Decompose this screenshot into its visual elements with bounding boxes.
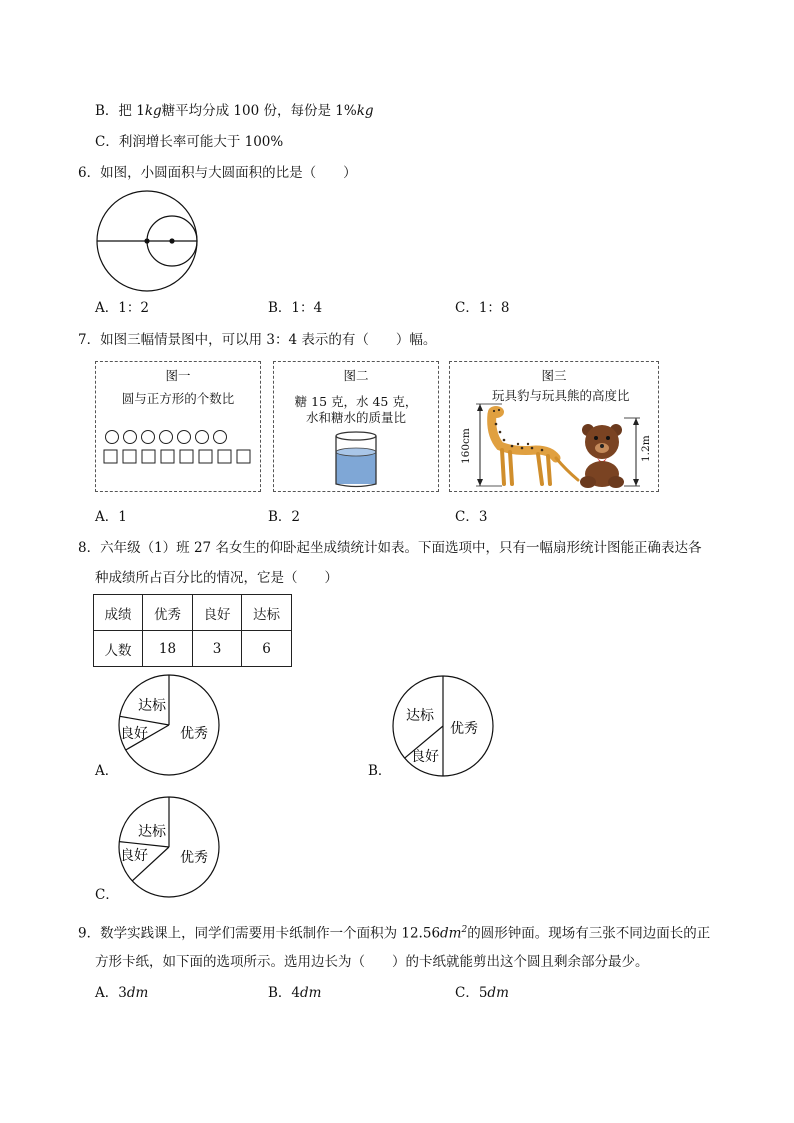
q7-figure-1: [95, 361, 261, 492]
q9-stem-line1: [78, 921, 710, 943]
table-row: [94, 631, 292, 667]
q9-option-a-label: A．3: [95, 985, 127, 1001]
q9-option-c: [455, 984, 509, 1002]
q7-option-a: A．1: [95, 509, 127, 525]
pie-a-label-pass: 达标: [138, 698, 166, 714]
q9-stem-line2: 方形卡纸，如下面的选项所示。选用边长为（ ）的卡纸就能剪出这个圆且剩余部分最少。: [95, 954, 649, 970]
q7-stem: 7．如图三幅情景图中，可以用 3：4 表示的有（ ）幅。: [78, 332, 437, 348]
cheetah-icon: [488, 406, 578, 484]
q7-figure-3: [449, 361, 659, 492]
q9-option-c-unit: dm: [487, 985, 509, 1001]
q5-option-b-prefix: B．把 1: [95, 103, 145, 119]
fig2-line1: 糖 15 克，水 45 克，: [294, 394, 418, 409]
table-cell: 良好: [193, 595, 242, 631]
fig2-cup: [332, 430, 380, 488]
table-cell: 3: [193, 631, 242, 667]
pie-c-label-good: 良好: [120, 848, 148, 864]
q6-option-a: A．1：2: [95, 300, 149, 316]
table-cell: 成绩: [94, 595, 143, 631]
fig3-illustration: [452, 400, 656, 490]
fig2-title: 图二: [343, 368, 369, 383]
q5-option-c: C．利润增长率可能大于 100%: [95, 134, 284, 150]
fig3-title: 图三: [541, 368, 567, 383]
pie-b-label-pass: 达标: [406, 708, 434, 724]
q8-option-c: C．: [95, 887, 119, 903]
q9-line1-sup: 2: [461, 925, 468, 935]
score-table: [93, 594, 292, 667]
pie-chart-a: [116, 672, 222, 778]
q9-option-b-label: B．4: [268, 985, 301, 1001]
pie-c-label-pass: 达标: [138, 824, 166, 840]
q6-circles-figure: [92, 190, 204, 294]
fig1-caption: 圆与正方形的个数比: [121, 391, 235, 406]
q9-line1-b: 的圆形钟面。现场有三张不同边面长的正: [467, 925, 711, 942]
fig1-shapes: [102, 428, 258, 468]
fig2-text: [274, 394, 438, 426]
q8-stem-line1: 8．六年级（1）班 27 名女生的仰卧起坐成绩统计如表。下面选项中，只有一幅扇形统计图能正确表达各: [78, 540, 702, 556]
q9-option-c-label: C．5: [455, 985, 488, 1001]
teddy-bear-icon: [580, 424, 624, 488]
fig3-right-label: 1.2m: [640, 435, 652, 462]
q7-option-c: C．3: [455, 509, 488, 525]
q7-option-b: B．2: [268, 509, 301, 525]
q6-stem: 6．如图，小圆面积与大圆面积的比是（ ）: [78, 165, 357, 181]
table-cell: 优秀: [143, 595, 193, 631]
q9-line1-unit: dm: [440, 925, 462, 942]
pie-a-label-excellent: 优秀: [180, 726, 208, 742]
pie-chart-b: [390, 673, 496, 779]
pie-chart-c: [116, 794, 222, 900]
q9-option-a-unit: dm: [126, 985, 149, 1001]
q8-option-a: A．: [95, 763, 119, 779]
fig1-title: 图一: [165, 368, 191, 383]
big-center-dot: [144, 238, 149, 243]
q9-line1-a: 9．数学实践课上，同学们需要用卡纸制作一个面积为 12.56: [78, 925, 441, 942]
q5-option-b-middle: 糖平均分成 100 份，每份是 1%: [161, 103, 357, 119]
q5-option-b-unit2: kg: [356, 103, 374, 119]
table-cell: 达标: [242, 595, 292, 631]
q6-option-c: C．1：8: [455, 300, 510, 316]
q8-stem-line2: 种成绩所占百分比的情况，它是（ ）: [95, 570, 338, 586]
pie-b-label-good: 良好: [411, 749, 439, 765]
pie-b-label-excellent: 优秀: [450, 721, 478, 737]
pie-a-label-good: 良好: [120, 726, 148, 742]
q5-option-b: [95, 102, 374, 120]
q7-figure-2: [273, 361, 439, 492]
table-cell: 6: [242, 631, 292, 667]
q6-option-b: B．1：4: [268, 300, 323, 316]
fig2-line2: 水和糖水的质量比: [305, 410, 406, 425]
q8-option-b: B．: [368, 763, 392, 779]
table-cell: 18: [143, 631, 193, 667]
q9-option-b: [268, 984, 321, 1002]
table-row: [94, 595, 292, 631]
small-center-dot: [169, 238, 174, 243]
q9-option-b-unit: dm: [300, 985, 322, 1001]
table-cell: 人数: [94, 631, 143, 667]
q5-option-b-unit1: kg: [144, 103, 162, 119]
fig3-left-label: 160cm: [460, 428, 472, 464]
q9-option-a: [95, 984, 148, 1002]
fig3-caption: 玩具豹与玩具熊的高度比: [492, 388, 630, 403]
pie-c-label-excellent: 优秀: [180, 850, 208, 866]
